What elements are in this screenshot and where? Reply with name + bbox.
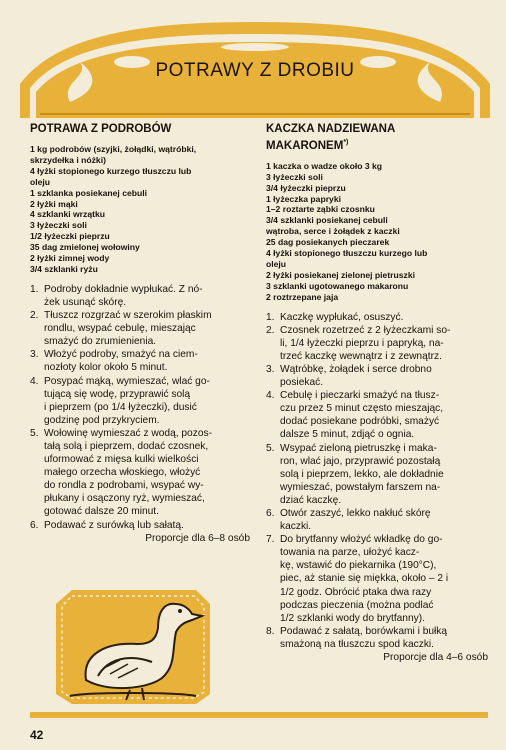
step-text-line: Wołowinę wymieszać z wodą, pozos-: [44, 427, 212, 439]
title-banner: [20, 22, 490, 118]
recipe-left: [30, 122, 250, 545]
step-text-line: kę, wstawić do piekarnika (190°C),: [280, 560, 437, 572]
step-item: [266, 442, 488, 507]
step-number: 4.: [30, 375, 39, 387]
ingredient-line: 3 szklanki ugotowanego makaronu: [266, 280, 409, 291]
step-text-line: wymieszać, powstałym farszem na-: [280, 481, 441, 493]
step-number: 1.: [30, 283, 39, 295]
step-text-line: Otwór zaszyć, lekko nakłuć skórę: [280, 508, 431, 520]
step-text-line: Posypać mąką, wymieszać, wlać go-: [44, 375, 210, 387]
step-text-line: i pieprzem (po 1/4 łyżeczki), dusić: [44, 401, 197, 413]
step-number: 1.: [266, 311, 275, 323]
step-number: 7.: [266, 534, 275, 546]
step-list: [266, 311, 488, 651]
ingredient-line: 3 łyżeczki soli: [30, 220, 87, 231]
ingredient-list: [30, 144, 250, 275]
step-text-line: dalsze 5 minut, zdjąć o ognia.: [280, 429, 415, 441]
step-list: [30, 283, 250, 532]
step-text-line: posiekać.: [280, 377, 324, 389]
step-text-line: Podawać z surówką lub sałatą.: [44, 519, 184, 531]
step-text-line: tującą się wodę, przyprawić solą: [44, 388, 191, 400]
ingredient-line: 1 szklanka posiekanej cebuli: [30, 187, 148, 198]
step-text-line: 1/2 szklanki wody do brytfanny).: [280, 612, 425, 624]
step-text-line: gotować dalsze 20 minut.: [44, 506, 159, 518]
recipe-right: [266, 122, 488, 664]
step-text-line: Do brytfanny włożyć wkładkę do go-: [280, 534, 443, 546]
step-item: [266, 625, 488, 651]
step-text-line: smażyć do zrumienienia.: [44, 336, 157, 348]
ingredient-line: 3/4 szklanki posiekanej cebuli: [266, 215, 388, 226]
ingredient-line: 3/4 szklanki ryżu: [30, 263, 98, 274]
footnote-mark: *): [343, 139, 349, 146]
step-item: [30, 283, 250, 309]
ingredient-line: 1 kaczka o wadze około 3 kg: [266, 160, 383, 171]
step-text-line: li, 1/4 łyżeczki pieprzu i papryką, na-: [280, 337, 444, 349]
step-text-line: nozłoty kolor około 5 minut.: [44, 362, 168, 374]
ingredient-line: 3 łyżeczki soli: [266, 171, 323, 182]
ingredient-line: oleju: [266, 258, 287, 269]
ingredient-line: 3/4 łyżeczki pieprzu: [266, 182, 346, 193]
step-text-line: trzeć kaczkę wewnątrz i z zewnątrz.: [280, 350, 442, 362]
ingredient-line: 1/2 łyżeczki pieprzu: [30, 231, 110, 242]
step-item: [266, 324, 488, 363]
step-item: [266, 363, 488, 389]
step-number: 6.: [30, 519, 39, 531]
ingredient-line: wątroba, serce i żołądek z kaczki: [266, 226, 400, 237]
step-text-line: Włożyć podroby, smażyć na ciem-: [44, 349, 198, 361]
step-text-line: solą i pieprzem, lekko, ale dokładnie: [280, 468, 444, 480]
ingredient-line: 1 łyżeczka papryki: [266, 193, 342, 204]
step-text-line: dodać posiekane podróbki, smażyć: [280, 416, 440, 428]
step-number: 5.: [266, 442, 275, 454]
step-text-line: tałą solą i pieprzem, dodać czosnek,: [44, 441, 209, 452]
step-text-line: do rondla z podrobami, wsypać wy-: [44, 480, 204, 492]
ingredient-line: skrzydełka i nóżki): [30, 154, 106, 165]
step-text-line: Wątróbkę, żołądek i serce drobno: [280, 363, 432, 375]
step-text-line: Cebulę i pieczarki smażyć na tłusz-: [280, 390, 440, 402]
servings-note: Proporcje dla 4–6 osób: [383, 652, 488, 664]
step-text-line: małego orzecha włoskiego, włożyć: [44, 467, 201, 479]
step-text-line: Podawać z sałatą, borówkami i bułką: [280, 625, 448, 637]
step-item: [30, 427, 250, 519]
step-number: 6.: [266, 508, 275, 520]
step-text-line: dziać kaczkę.: [280, 494, 342, 506]
step-number: 5.: [30, 427, 39, 439]
recipe-title-line2: MAKARONEM: [266, 139, 344, 152]
ingredient-line: 4 łyżki stopionego kurzego tłuszczu lub: [30, 165, 192, 176]
step-item: [266, 389, 488, 441]
step-text-line: ron, wlać jajo, przyprawić pozostałą: [280, 455, 441, 467]
servings-note: Proporcje dla 6–8 osób: [145, 532, 250, 544]
step-number: 3.: [30, 349, 39, 361]
ingredient-line: 2 łyżki mąki: [30, 198, 78, 209]
step-item: [266, 311, 488, 324]
step-text-line: czu przez 5 minut często mieszając,: [280, 403, 444, 415]
ingredient-line: 4 łyżki stopionego tłuszczu kurzego lub: [266, 248, 428, 259]
ingredient-line: 1 kg podrobów (szyjki, żołądki, wątróbki,: [30, 144, 197, 154]
step-text-line: kaczki.: [280, 521, 312, 533]
ingredient-line: 4 szklanki wrzątku: [30, 209, 105, 220]
step-text-line: rondlu, wsypać cebulę, mieszając: [44, 323, 196, 335]
step-text-line: Kaczkę wypłukać, osuszyć.: [280, 311, 404, 323]
recipe-title: POTRAWA Z PODROBÓW: [30, 123, 172, 135]
step-text-line: uformować z mięsa kulki wielkości: [44, 454, 199, 466]
step-text-line: piec, aż stanie się miękka, około – 2 i: [280, 573, 449, 585]
recipe-title: [266, 122, 488, 153]
step-item: [30, 348, 250, 374]
step-item: [266, 533, 488, 625]
step-item: [266, 507, 488, 533]
recipe-title-line1: KACZKA NADZIEWANA: [266, 123, 396, 135]
step-text-line: żek usunąć skórę.: [44, 296, 127, 308]
step-item: [30, 375, 250, 427]
ingredient-line: 2 roztrzepane jaja: [266, 291, 339, 302]
step-item: [30, 309, 250, 348]
ingredient-line: oleju: [30, 176, 51, 187]
ingredient-line: 35 dag zmielonej wołowiny: [30, 242, 140, 253]
step-number: 2.: [30, 310, 39, 322]
step-text-line: Czosnek rozetrzeć z 2 łyżeczkami so-: [280, 324, 451, 336]
step-text-line: Podroby dokładnie wypłukać. Z nó-: [44, 283, 203, 295]
step-item: [30, 519, 250, 532]
step-number: 8.: [266, 625, 275, 637]
step-text-line: smażoną na tłuszczu spod kaczki.: [280, 638, 435, 650]
step-text-line: podczas pieczenia (można podlać: [280, 599, 434, 611]
step-text-line: płukany i osączony ryż, wymieszać,: [44, 493, 205, 505]
bottom-rule: [30, 712, 488, 718]
goose-illustration: [46, 584, 216, 708]
page-number: 42: [30, 728, 44, 742]
step-text-line: Tłuszcz rozgrzać w szerokim płaskim: [44, 310, 212, 322]
step-text-line: 1/2 godz. Obrócić ptaka dwa razy: [280, 586, 432, 598]
step-text-line: towania na parze, ułożyć kacz-: [280, 547, 420, 559]
ingredient-list: [266, 161, 488, 303]
step-number: 2.: [266, 324, 275, 336]
step-number: 3.: [266, 363, 275, 375]
step-number: 4.: [266, 390, 275, 402]
ingredient-line: 2 łyżki zimnej wody: [30, 253, 110, 264]
page-title: POTRAWY Z DROBIU: [155, 60, 355, 81]
step-text-line: Wsypać zieloną pietruszkę i maka-: [280, 442, 437, 454]
ingredient-line: 1–2 roztarte ząbki czosnku: [266, 204, 375, 215]
ingredient-line: 25 dag posiekanych pieczarek: [266, 237, 390, 248]
ingredient-line: 2 łyżki posiekanej zielonej pietruszki: [266, 269, 416, 280]
step-text-line: godzinę pod przykryciem.: [44, 414, 160, 426]
